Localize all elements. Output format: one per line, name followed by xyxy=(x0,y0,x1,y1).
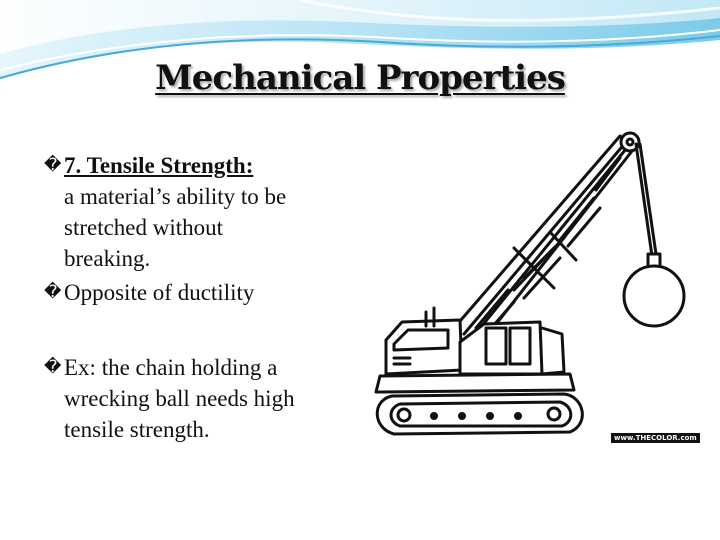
bullet-text-line: breaking. xyxy=(64,246,151,271)
bullet-item xyxy=(44,352,364,383)
bullet-item xyxy=(44,277,364,308)
slide-title: Mechanical Properties xyxy=(155,58,565,98)
bullet-marker: � xyxy=(44,155,62,175)
bullet-text-line: wrecking ball needs high xyxy=(64,386,295,411)
bullet-marker: � xyxy=(44,357,62,377)
bullet-item xyxy=(44,150,364,181)
bullet-list xyxy=(44,150,364,445)
bullet-heading: 7. Tensile Strength: xyxy=(64,153,254,178)
bullet-marker: � xyxy=(44,282,62,302)
bullet-text: Opposite of ductility xyxy=(64,280,255,305)
image-credit: www.THECOLOR.com xyxy=(611,433,700,443)
wrecking-ball-crane-illustration xyxy=(364,128,688,448)
bullet-text-line: stretched without xyxy=(64,215,224,240)
bullet-text-line: a material’s ability to be xyxy=(64,184,287,209)
bullet-text-line: tensile strength. xyxy=(64,417,210,442)
bullet-text: Ex: the chain holding a xyxy=(64,355,278,380)
